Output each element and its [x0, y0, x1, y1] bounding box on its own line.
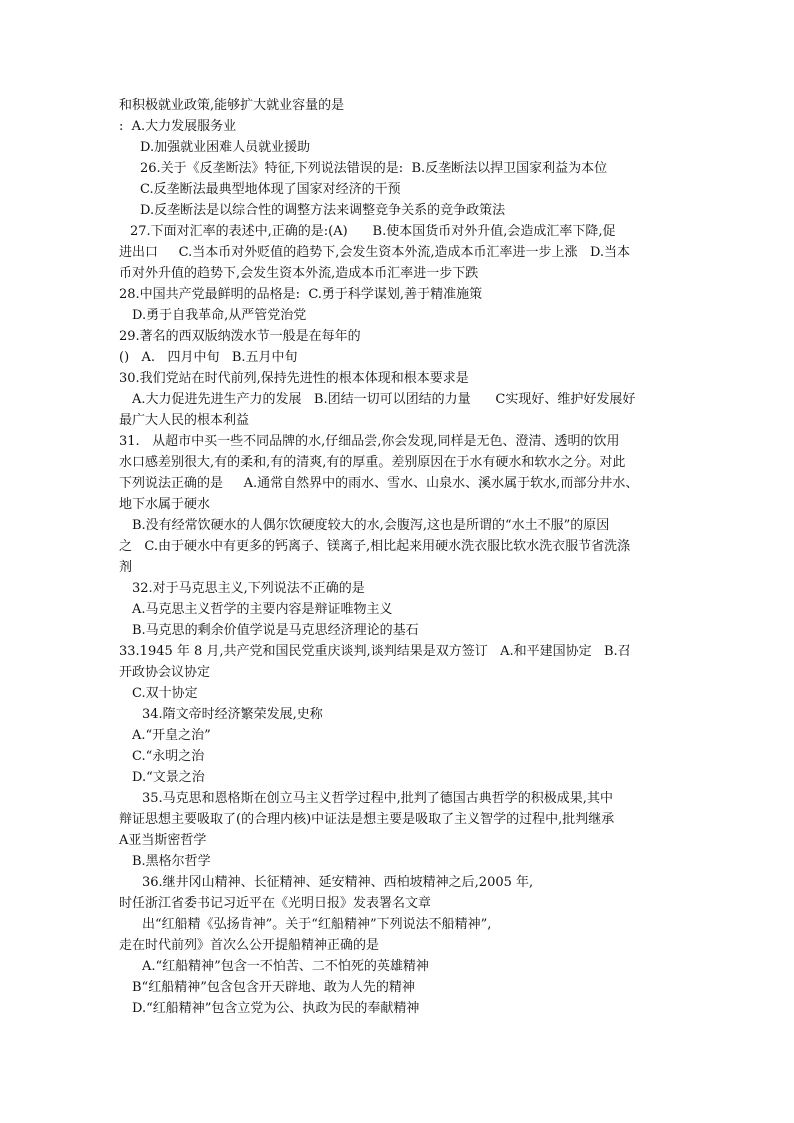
text-line: A.马克思主义哲学的主要内容是辩证唯物主义: [132, 602, 393, 617]
text-line: 28.中国共产党最鲜明的品格是: C.勇于科学谋划,善于精准施策: [119, 287, 483, 302]
text-line: C.双十协定: [132, 686, 198, 701]
text-line: B.黑格尔哲学: [132, 854, 211, 869]
text-line: 31. 从超市中买一些不同品牌的水,仔细品尝,你会发现,同样是无色、澄清、透明的饮用: [119, 434, 620, 449]
text-line: 34.隋文帝时经济繁荣发展,史称: [142, 707, 323, 722]
text-line: B.马克思的剩余价值学说是马克思经济理论的基石: [132, 623, 419, 638]
text-line: : A.大力发展服务业: [119, 119, 237, 134]
text-line: 剂: [119, 560, 133, 575]
text-line: 30.我们党站在时代前列,保持先进性的根本体现和根本要求是: [119, 371, 469, 386]
text-line: 32.对于马克思主义,下列说法不正确的是: [132, 581, 365, 596]
text-line: B“红船精神”包含包含开天辟地、敢为人先的精神: [132, 980, 415, 995]
text-line: 出“红船精《弘扬肯神”。关于“红船精神”下列说法不船精神”,: [142, 917, 492, 932]
text-line: 地下水属于硬水: [119, 497, 211, 512]
text-line: 和积极就业政策,能够扩大就业容量的是: [119, 98, 345, 113]
text-line: 辩证思想主要吸取了(的合理内核)中证法是想主要是吸取了主义智学的过程中,批判继承: [119, 812, 615, 827]
text-line: B.没有经常饮硬水的人偶尔饮硬度较大的水,会腹泻,这也是所谓的“水土不服”的原因: [132, 518, 610, 533]
text-line: 29.著名的西双版纳泼水节一般是在每年的: [119, 329, 361, 344]
text-line: 33.1945 年 8 月,共产党和国民党重庆谈判,谈判结果是双方签订 A.和平建国协定 B.召: [119, 644, 631, 659]
text-line: 时任浙江省委书记习近平在《光明日报》发表署名文章: [119, 896, 432, 911]
text-line: A亚当斯密哲学: [119, 833, 207, 848]
text-line: A.“开皇之治”: [132, 728, 211, 743]
text-line: 下列说法正确的是 A.通常自然界中的雨水、雪水、山泉水、溪水属于软水,而部分井水、: [119, 476, 639, 491]
text-line: 开政协会议协定: [119, 665, 211, 680]
text-line: D.勇于自我革命,从严管党治党: [132, 308, 307, 323]
text-line: 币对外升值的趋势下,会发生资本外流,造成本币汇率进一步下跌: [119, 266, 479, 281]
text-line: C.“永明之治: [132, 749, 205, 764]
text-line: 27.下面对汇率的表述中,正确的是:(A) B.使本国货币对外升值,会造成汇率下降,促: [130, 224, 616, 239]
text-line: 之 C.由于硬水中有更多的钙离子、镁离子,相比起来用硬水洗衣服比软水洗衣服节省洗涤: [119, 539, 631, 554]
text-line: 35.马克思和恩格斯在创立马主义哲学过程中,批判了德国古典哲学的积极成果,其中: [142, 791, 613, 806]
text-line: 水口感差别很大,有的柔和,有的清爽,有的厚重。差别原因在于水有硬水和软水之分。对此: [119, 455, 626, 470]
text-line: A.“红船精神”包含一不怕苦、二不怕死的英雄精神: [142, 959, 429, 974]
text-line: C.反垄断法最典型地体现了国家对经济的干预: [140, 182, 401, 197]
text-line: 26.关于《反垄断法》特征,下列说法错误的是: B.反垄断法以捍卫国家利益为本位: [140, 161, 608, 176]
text-line: A.大力促进先进生产力的发展 B.团结一切可以团结的力量 C实现好、维护好发展好: [132, 392, 636, 407]
text-line: 进出口 C.当本币对外贬值的趋势下,会发生资本外流,造成本币汇率进一步上涨 D.当本: [119, 245, 631, 260]
text-line: D.“红船精神”包含立党为公、执政为民的奉献精神: [132, 1001, 420, 1016]
text-line: 走在时代前列》首次么公开提船精神正确的是: [119, 938, 380, 953]
text-line: 36.继井冈山精神、长征精神、延安精神、西柏坡精神之后,2005 年,: [142, 875, 534, 890]
text-line: 最广大人民的根本利益: [119, 413, 250, 428]
text-line: D.“文景之治: [132, 770, 205, 785]
text-line: D.加强就业困难人员就业援助: [140, 140, 311, 155]
text-line: D.反垄断法是以综合性的调整方法来调整竞争关系的竞争政策法: [140, 203, 506, 218]
text-line: () A. 四月中旬 B.五月中旬: [119, 350, 298, 365]
